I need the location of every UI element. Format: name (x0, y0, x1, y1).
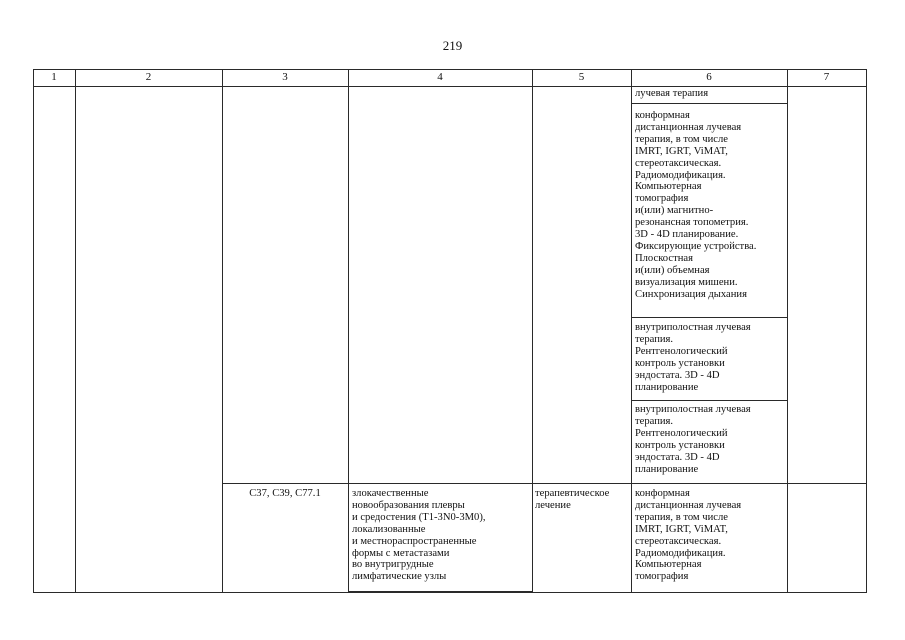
table-cell-method: внутриполостная лучевая терапия. Рентгенологический контроль установки эндостата. 3D - 4D планирование (635, 404, 751, 475)
header-col-1: 1 (51, 71, 57, 83)
table-bottom-border (33, 592, 867, 593)
col-border-5 (631, 69, 632, 593)
table-cell-method: конформная дистанционная лучевая терапия, в том числе IMRT, IGRT, ViMAT, стереотаксическая. Радиомодификация. Компьютерная томография (635, 488, 742, 583)
col6-separator-3 (631, 400, 787, 401)
col-border-0 (33, 69, 34, 593)
col6-separator-1 (631, 103, 787, 104)
col-border-2 (222, 69, 223, 593)
col-border-1 (75, 69, 76, 593)
table-cell-codes: C37, C39, C77.1 (249, 488, 321, 499)
header-col-3: 3 (282, 71, 288, 83)
header-col-2: 2 (145, 71, 152, 83)
col-border-7 (866, 69, 867, 593)
table-cell-method: конформная дистанционная лучевая терапия, в том числе IMRT, IGRT, ViMAT, стереотаксическая. Радиомодификация. Компьютерная томография и(или) магнитно- резонансная топометрия. 3D - 4D планирование. Фиксирующие устройства. Плоскостная и(или) объемная визуализация мишени. Синхронизация дыхания (635, 110, 757, 300)
col-border-3 (348, 69, 349, 593)
header-bottom-border (33, 86, 867, 87)
page-number: 219 (442, 38, 463, 53)
header-col-7: 7 (823, 71, 830, 83)
table-cell-method: внутриполостная лучевая терапия. Рентгенологический контроль установки эндостата. 3D - 4D планирование (635, 322, 751, 393)
col6-separator-2 (631, 317, 787, 318)
row-separator (222, 483, 867, 484)
header-col-5: 5 (578, 71, 585, 83)
col4-subline (348, 591, 532, 592)
table-cell-condition: злокачественные новообразования плевры и средостения (T1-3N0-3M0), локализованные и местнораспространенные формы с метастазами во внутригрудные лимфатические узлы (352, 488, 486, 583)
header-col-6: 6 (706, 71, 712, 83)
table-cell-method: лучевая терапия (635, 88, 709, 99)
col-border-4 (532, 69, 533, 593)
table-cell-treatment-type: терапевтическое лечение (535, 488, 610, 511)
col-border-6 (787, 69, 788, 593)
header-col-4: 4 (437, 71, 443, 83)
